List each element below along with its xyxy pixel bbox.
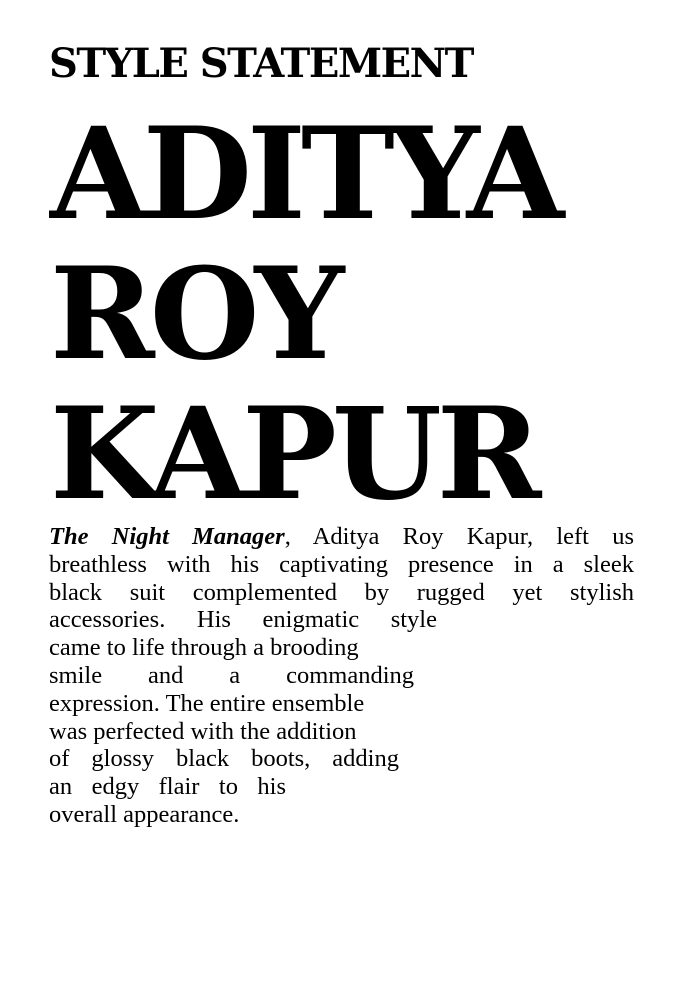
headline-line-middle-name: ROY	[50, 240, 340, 388]
body-line: accessories. His enigmatic style	[49, 606, 437, 634]
body-line: an edgy flair to his	[49, 773, 286, 801]
headline	[50, 100, 560, 528]
body-line: expression. The entire ensemble	[49, 689, 365, 717]
section-kicker: STYLE STATEMENT	[49, 40, 473, 87]
body-line: black suit complemented by rugged yet stylish	[49, 578, 634, 606]
body-line: overall appearance.	[49, 800, 240, 828]
headline-line-last-name: KAPUR	[50, 380, 537, 528]
body-line: was perfected with the addition	[49, 717, 357, 745]
body-line: came to life through a brooding	[49, 634, 359, 662]
show-title: The Night Manager	[49, 523, 285, 550]
body-line	[49, 523, 634, 551]
headline-line-first-name: ADITYA	[50, 100, 560, 248]
body-line: smile and a commanding	[49, 661, 414, 689]
body-line: breathless with his captivating presence in a sleek	[49, 550, 634, 578]
article-body	[49, 523, 634, 829]
body-line-text: , Aditya Roy Kapur, left us	[284, 523, 634, 550]
body-line: of glossy black boots, adding	[49, 745, 399, 773]
